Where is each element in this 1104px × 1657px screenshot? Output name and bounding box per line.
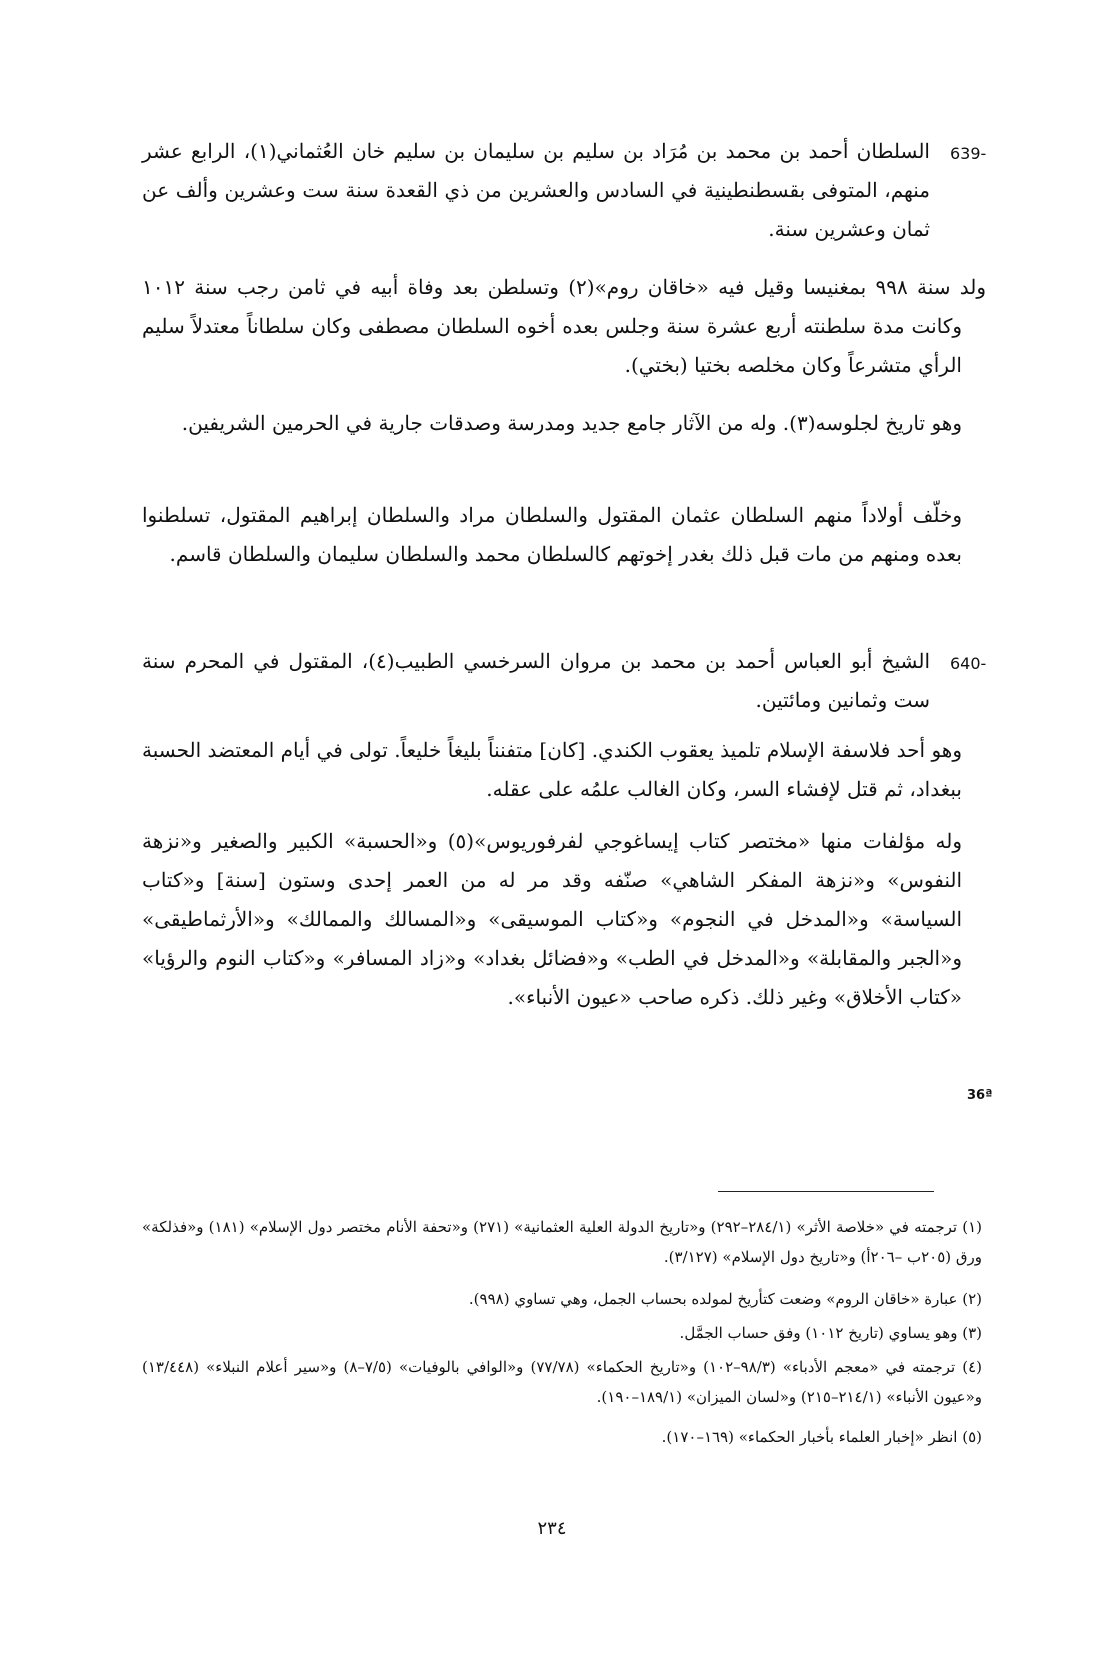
margin-marker: 36ª [967,1088,993,1103]
paragraph: وخلّف أولاداً منهم السلطان عثمان المقتول والسلطان مراد والسلطان إبراهيم المقتول، تسلطنوا بعده ومنهم من مات قبل ذلك بغدر إخوتهم كالسلطان محمد والسلطان سليمان والسلطان قاسم. [142,503,962,566]
entry-number: 639- [950,144,987,163]
entry-heading: السلطان أحمد بن محمد بن مُرَاد بن سليم بن سليمان بن سليم خان العُثماني(١)، الرابع عشر منهم، المتوفى بقسطنطينية في السادس والعشرين من ذي القعدة سنة ست وعشرين وألف عن ثمان وعشرين سنة. [142,139,930,241]
paragraph: ولد سنة ٩٩٨ بمغنيسا وقيل فيه «خاقان روم»(٢) وتسلطن بعد وفاة أبيه في ثامن رجب سنة ١٠١٢ وكانت مدة سلطنته أربع عشرة سنة وجلس بعده أخوه السلطان مصطفى وكان سلطاناً معتدلاً سليم الرأي متشرعاً وكان مخلصه بختيا (بختي). [142,275,987,377]
paragraph: وهو أحد فلاسفة الإسلام تلميذ يعقوب الكندي. [كان] متفنناً بليغاً خليعاً. تولى في أيام المعتضد الحسبة ببغداد، ثم قتل لإفشاء السر، وكان الغالب علمُه على عقله. [142,738,962,801]
footnote: (٣) وهو يساوي (تاريخ ١٠١٢) وفق حساب الجمَّل. [679,1324,982,1342]
footnote: (٤) ترجمته في «معجم الأدباء» (٩٨/٣–١٠٢) و«تاريخ الحكماء» (٧٧/٧٨) و«الوافي بالوفيات» (٧/٥–٨) و«سير أعلام النبلاء» (١٣/٤٤٨) و«عيون الأنباء» (٢١٤/١–٢١٥) و«لسان الميزان» (١٨٩/١–١٩٠). [142,1358,982,1406]
entry-heading: الشيخ أبو العباس أحمد بن محمد بن مروان السرخسي الطبيب(٤)، المقتول في المحرم سنة ست وثمانين ومائتين. [142,649,930,712]
paragraph: وله مؤلفات منها «مختصر كتاب إيساغوجي لفرفوريوس»(٥) و«الحسبة» الكبير والصغير و«نزهة النفوس» و«نزهة المفكر الشاهي» صنّفه وقد مر له من العمر إحدى وستون [سنة] و«كتاب السياسة» و«المدخل في النجوم» و«كتاب الموسيقى» و«المسالك والممالك» و«الأرثماطيقى» و«الجبر والمقابلة» و«المدخل في الطب» و«فضائل بغداد» و«زاد المسافر» و«كتاب النوم والرؤيا» «كتاب الأخلاق» وغير ذلك. ذكره صاحب «عيون الأنباء». [142,829,963,1009]
footnote: (٥) انظر «إخبار العلماء بأخبار الحكماء» (١٦٩–١٧٠). [661,1428,982,1446]
footnote: (٢) عبارة «خاقان الروم» وضعت كتأريخ لمولده بحساب الجمل، وهي تساوي (٩٩٨). [468,1290,982,1308]
entry-number: 640- [950,654,987,673]
footnote: (١) ترجمته في «خلاصة الأثر» (٢٨٤/١–٢٩٢) و«تاريخ الدولة العلية العثمانية» (٢٧١) و«تحفة الأنام مختصر دول الإسلام» (١٨١) و«فذلكة» ورق (٢٠٥ب –٢٠٦أ) و«تاريخ دول الإسلام» (٣/١٢٧). [142,1218,983,1266]
footnote-divider [718,1191,934,1192]
page-number: ٢٣٤ [537,1518,567,1539]
paragraph: وهو تاريخ لجلوسه(٣). وله من الآثار جامع جديد ومدرسة وصدقات جارية في الحرمين الشريفين. [181,411,962,435]
